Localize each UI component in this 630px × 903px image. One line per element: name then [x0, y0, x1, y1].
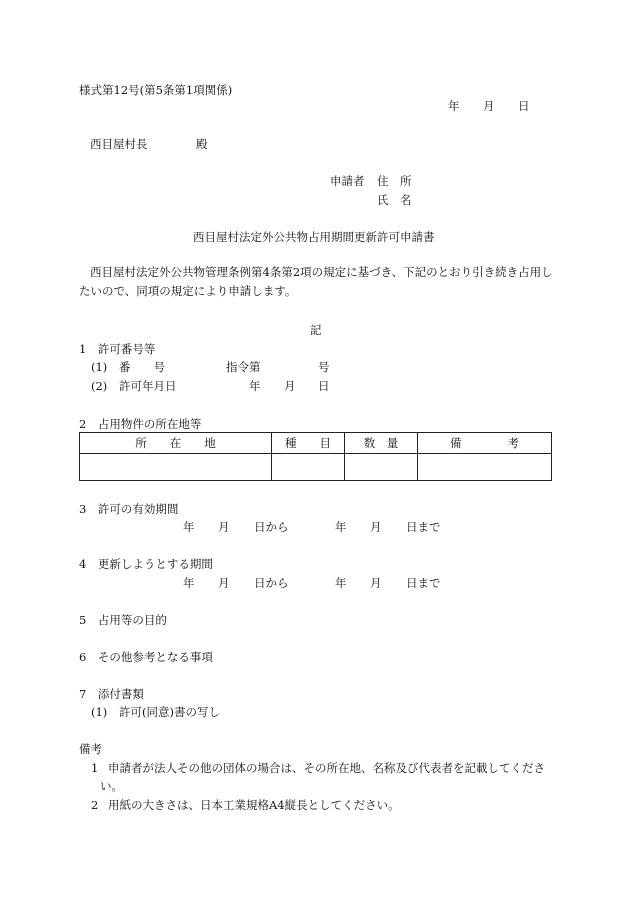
section-3-heading: 3 許可の有効期間 — [79, 502, 179, 516]
s4-from-month: 月 — [218, 576, 230, 590]
col-remarks: 備 考 — [418, 433, 552, 454]
s3-from-month: 月 — [218, 520, 230, 534]
body-line-1: 西目屋村法定外公共物管理条例第4条第2項の規定に基づき、下記のとおり引き続き占用し — [90, 265, 553, 279]
table-header-row — [80, 433, 552, 454]
s1-item1-suffix: 号 — [318, 360, 330, 374]
date-year: 年 — [448, 99, 460, 113]
addressee-name: 西目屋村長 — [90, 137, 148, 151]
col-quantity: 数 量 — [345, 433, 418, 454]
remark-1-line-2: い。 — [100, 779, 123, 793]
s1-item1-label: 番 号 — [119, 360, 165, 374]
col-type: 種 目 — [272, 433, 345, 454]
applicant-label: 申請者 — [330, 174, 365, 188]
s1-item2-num: (2) — [91, 379, 108, 393]
body-line-2: たいので、同項の規定により申請します。 — [79, 284, 297, 298]
date-month: 月 — [483, 99, 495, 113]
remark-1-line-1: 申請者が法人その他の団体の場合は、その所在地、名称及び代表者を記載してくださ — [108, 761, 545, 775]
s4-from-year: 年 — [183, 576, 195, 590]
s3-to-day: 日まで — [406, 520, 441, 534]
s1-item2-label: 許可年月日 — [119, 379, 177, 393]
section-4-heading: 4 更新しようとする期間 — [79, 557, 213, 571]
s1-item1-prefix: 指令第 — [226, 360, 261, 374]
remark-2-num: 2 — [91, 798, 99, 812]
s4-to-year: 年 — [335, 576, 347, 590]
remarks-heading: 備考 — [79, 742, 102, 756]
s3-to-year: 年 — [335, 520, 347, 534]
applicant-address-label: 住 所 — [377, 174, 412, 188]
section-7-heading: 7 添付書類 — [79, 687, 144, 701]
s4-to-month: 月 — [370, 576, 382, 590]
s1-item2-month: 月 — [284, 379, 296, 393]
s4-from-day: 日から — [254, 576, 289, 590]
applicant-name-label: 氏 名 — [377, 193, 412, 207]
s1-item1-num: (1) — [91, 360, 108, 374]
date-day: 日 — [518, 99, 530, 113]
form-number: 様式第12号(第5条第1項関係) — [79, 83, 233, 97]
cell-quantity[interactable] — [345, 454, 418, 481]
s3-from-year: 年 — [183, 520, 195, 534]
cell-type[interactable] — [272, 454, 345, 481]
document-title: 西目屋村法定外公共物占用期間更新許可申請書 — [193, 230, 435, 244]
remark-2: 用紙の大きさは、日本工業規格A4縦長としてください。 — [108, 798, 400, 812]
col-location: 所 在 地 — [80, 433, 272, 454]
addressee-honorific: 殿 — [196, 137, 208, 151]
table-row — [80, 454, 552, 481]
section-2-heading: 2 占用物件の所在地等 — [79, 417, 202, 431]
cell-location[interactable] — [80, 454, 272, 481]
s1-item2-year: 年 — [249, 379, 261, 393]
s7-item1-num: (1) — [91, 705, 108, 719]
s7-item1-label: 許可(同意)書の写し — [119, 705, 220, 719]
section-6-heading: 6 その他参考となる事項 — [79, 650, 213, 664]
remark-1-num: 1 — [91, 761, 99, 775]
s4-to-day: 日まで — [406, 576, 441, 590]
cell-remarks[interactable] — [418, 454, 552, 481]
section-5-heading: 5 占用等の目的 — [79, 613, 167, 627]
s3-from-day: 日から — [254, 520, 289, 534]
s3-to-month: 月 — [370, 520, 382, 534]
s1-item2-day: 日 — [318, 379, 330, 393]
ki-heading: 記 — [310, 323, 322, 337]
occupied-property-table — [79, 432, 552, 481]
section-1-heading: 1 許可番号等 — [79, 342, 156, 356]
